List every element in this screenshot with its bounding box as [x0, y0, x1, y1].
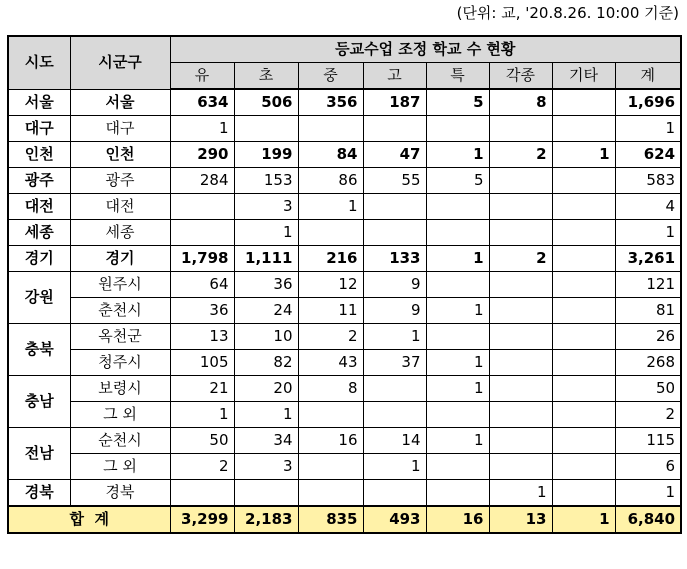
value-cell	[363, 480, 426, 507]
table-row	[8, 272, 681, 298]
table-row	[8, 480, 681, 507]
value-cell: 64	[170, 272, 234, 298]
sigungu-cell: 옥천군	[70, 324, 170, 350]
sigungu-cell: 세종	[70, 220, 170, 246]
value-cell	[552, 116, 615, 142]
value-cell: 583	[615, 168, 681, 194]
value-cell: 1	[234, 402, 298, 428]
header-col: 각종	[489, 63, 552, 90]
table-row	[8, 376, 681, 402]
value-cell	[489, 376, 552, 402]
value-cell: 1	[426, 246, 489, 272]
value-cell	[363, 220, 426, 246]
header-col: 중	[298, 63, 363, 90]
value-cell: 8	[489, 89, 552, 116]
value-cell	[426, 116, 489, 142]
value-cell: 55	[363, 168, 426, 194]
value-cell: 13	[170, 324, 234, 350]
value-cell	[552, 428, 615, 454]
value-cell: 506	[234, 89, 298, 116]
total-cell: 835	[298, 506, 363, 533]
value-cell	[426, 220, 489, 246]
table-row	[8, 89, 681, 116]
value-cell: 3	[234, 454, 298, 480]
total-cell: 16	[426, 506, 489, 533]
value-cell	[489, 428, 552, 454]
value-cell: 216	[298, 246, 363, 272]
value-cell: 3	[234, 194, 298, 220]
total-cell: 13	[489, 506, 552, 533]
table-row	[8, 402, 681, 428]
header-col: 유	[170, 63, 234, 90]
value-cell	[170, 194, 234, 220]
value-cell: 1	[615, 116, 681, 142]
value-cell	[552, 89, 615, 116]
table-row	[8, 220, 681, 246]
value-cell: 5	[426, 168, 489, 194]
value-cell: 36	[234, 272, 298, 298]
value-cell: 1	[170, 402, 234, 428]
value-cell	[363, 402, 426, 428]
value-cell: 1,798	[170, 246, 234, 272]
sido-cell: 세종	[8, 220, 70, 246]
value-cell	[552, 402, 615, 428]
value-cell: 1	[363, 454, 426, 480]
value-cell: 1	[615, 480, 681, 507]
value-cell: 1	[426, 376, 489, 402]
total-cell: 3,299	[170, 506, 234, 533]
value-cell: 290	[170, 142, 234, 168]
sigungu-cell: 경북	[70, 480, 170, 507]
sido-cell: 전남	[8, 428, 70, 480]
value-cell	[552, 324, 615, 350]
value-cell: 37	[363, 350, 426, 376]
sido-cell: 충북	[8, 324, 70, 376]
sigungu-cell: 그 외	[70, 402, 170, 428]
value-cell	[363, 194, 426, 220]
header-col: 계	[615, 63, 681, 90]
value-cell: 1	[615, 220, 681, 246]
value-cell	[552, 350, 615, 376]
value-cell: 9	[363, 272, 426, 298]
sido-cell: 광주	[8, 168, 70, 194]
value-cell	[489, 116, 552, 142]
total-label: 합 계	[8, 506, 170, 533]
table-row	[8, 168, 681, 194]
total-row	[8, 506, 681, 533]
value-cell: 81	[615, 298, 681, 324]
value-cell	[234, 480, 298, 507]
value-cell: 11	[298, 298, 363, 324]
value-cell	[298, 480, 363, 507]
value-cell	[552, 168, 615, 194]
value-cell	[489, 402, 552, 428]
value-cell: 1	[170, 116, 234, 142]
value-cell: 2	[489, 142, 552, 168]
sido-cell: 경북	[8, 480, 70, 507]
sigungu-cell: 경기	[70, 246, 170, 272]
value-cell	[552, 454, 615, 480]
value-cell	[552, 480, 615, 507]
header-sido: 시도	[8, 36, 70, 89]
value-cell: 4	[615, 194, 681, 220]
sido-cell: 충남	[8, 376, 70, 428]
value-cell: 133	[363, 246, 426, 272]
value-cell	[170, 480, 234, 507]
value-cell	[552, 272, 615, 298]
value-cell	[489, 324, 552, 350]
value-cell: 1	[426, 142, 489, 168]
sigungu-cell: 그 외	[70, 454, 170, 480]
value-cell	[298, 454, 363, 480]
value-cell	[489, 220, 552, 246]
value-cell: 50	[615, 376, 681, 402]
value-cell	[552, 194, 615, 220]
value-cell: 1	[426, 350, 489, 376]
sigungu-cell: 서울	[70, 89, 170, 116]
value-cell	[489, 454, 552, 480]
sido-cell: 경기	[8, 246, 70, 272]
total-cell: 1	[552, 506, 615, 533]
value-cell	[298, 116, 363, 142]
table-row	[8, 324, 681, 350]
value-cell: 284	[170, 168, 234, 194]
value-cell	[363, 376, 426, 402]
value-cell: 10	[234, 324, 298, 350]
value-cell: 2	[298, 324, 363, 350]
value-cell	[298, 402, 363, 428]
value-cell: 634	[170, 89, 234, 116]
value-cell: 34	[234, 428, 298, 454]
value-cell: 5	[426, 89, 489, 116]
sigungu-cell: 춘천시	[70, 298, 170, 324]
value-cell: 1	[234, 220, 298, 246]
value-cell: 8	[298, 376, 363, 402]
value-cell: 1,111	[234, 246, 298, 272]
value-cell	[489, 168, 552, 194]
table-row	[8, 298, 681, 324]
value-cell: 2	[170, 454, 234, 480]
sido-cell: 인천	[8, 142, 70, 168]
value-cell: 121	[615, 272, 681, 298]
table-body	[8, 89, 681, 506]
value-cell	[426, 272, 489, 298]
sigungu-cell: 보령시	[70, 376, 170, 402]
value-cell: 82	[234, 350, 298, 376]
value-cell	[426, 402, 489, 428]
sigungu-cell: 인천	[70, 142, 170, 168]
value-cell: 6	[615, 454, 681, 480]
value-cell	[489, 350, 552, 376]
total-cell: 2,183	[234, 506, 298, 533]
value-cell: 2	[489, 246, 552, 272]
value-cell	[426, 194, 489, 220]
value-cell: 1	[298, 194, 363, 220]
value-cell	[363, 116, 426, 142]
header-col: 기타	[552, 63, 615, 90]
value-cell: 12	[298, 272, 363, 298]
table-row	[8, 428, 681, 454]
sido-cell: 대전	[8, 194, 70, 220]
table-row	[8, 350, 681, 376]
value-cell: 624	[615, 142, 681, 168]
value-cell	[489, 272, 552, 298]
table-row	[8, 454, 681, 480]
value-cell: 356	[298, 89, 363, 116]
unit-note: (단위: 교, '20.8.26. 10:00 기준)	[456, 4, 679, 22]
value-cell: 187	[363, 89, 426, 116]
value-cell: 3,261	[615, 246, 681, 272]
sigungu-cell: 대전	[70, 194, 170, 220]
table-row	[8, 194, 681, 220]
value-cell: 105	[170, 350, 234, 376]
value-cell: 84	[298, 142, 363, 168]
total-cell: 493	[363, 506, 426, 533]
table-row	[8, 246, 681, 272]
value-cell: 2	[615, 402, 681, 428]
value-cell: 14	[363, 428, 426, 454]
value-cell: 268	[615, 350, 681, 376]
header-sigungu: 시군구	[70, 36, 170, 89]
value-cell: 1	[426, 428, 489, 454]
table-row	[8, 142, 681, 168]
value-cell: 153	[234, 168, 298, 194]
value-cell: 199	[234, 142, 298, 168]
value-cell	[426, 324, 489, 350]
header-col: 특	[426, 63, 489, 90]
value-cell: 36	[170, 298, 234, 324]
value-cell: 1	[426, 298, 489, 324]
sido-cell: 강원	[8, 272, 70, 324]
sigungu-cell: 광주	[70, 168, 170, 194]
sigungu-cell: 대구	[70, 116, 170, 142]
sigungu-cell: 순천시	[70, 428, 170, 454]
value-cell: 20	[234, 376, 298, 402]
value-cell: 86	[298, 168, 363, 194]
value-cell	[552, 376, 615, 402]
sigungu-cell: 원주시	[70, 272, 170, 298]
value-cell	[426, 480, 489, 507]
sido-cell: 대구	[8, 116, 70, 142]
sido-cell: 서울	[8, 89, 70, 116]
value-cell: 26	[615, 324, 681, 350]
value-cell	[426, 454, 489, 480]
value-cell: 24	[234, 298, 298, 324]
value-cell: 16	[298, 428, 363, 454]
table-row	[8, 116, 681, 142]
value-cell: 1,696	[615, 89, 681, 116]
value-cell	[489, 298, 552, 324]
value-cell: 47	[363, 142, 426, 168]
header-col: 고	[363, 63, 426, 90]
value-cell: 1	[552, 142, 615, 168]
value-cell	[170, 220, 234, 246]
value-cell: 50	[170, 428, 234, 454]
header-group-title: 등교수업 조정 학교 수 현황	[170, 36, 681, 63]
total-cell: 6,840	[615, 506, 681, 533]
value-cell: 1	[363, 324, 426, 350]
sigungu-cell: 청주시	[70, 350, 170, 376]
value-cell	[552, 220, 615, 246]
school-adjustment-table	[7, 35, 682, 534]
value-cell	[552, 298, 615, 324]
value-cell: 9	[363, 298, 426, 324]
header-col: 초	[234, 63, 298, 90]
value-cell: 21	[170, 376, 234, 402]
value-cell	[552, 246, 615, 272]
value-cell: 1	[489, 480, 552, 507]
value-cell: 43	[298, 350, 363, 376]
value-cell: 115	[615, 428, 681, 454]
value-cell	[489, 194, 552, 220]
value-cell	[234, 116, 298, 142]
value-cell	[298, 220, 363, 246]
